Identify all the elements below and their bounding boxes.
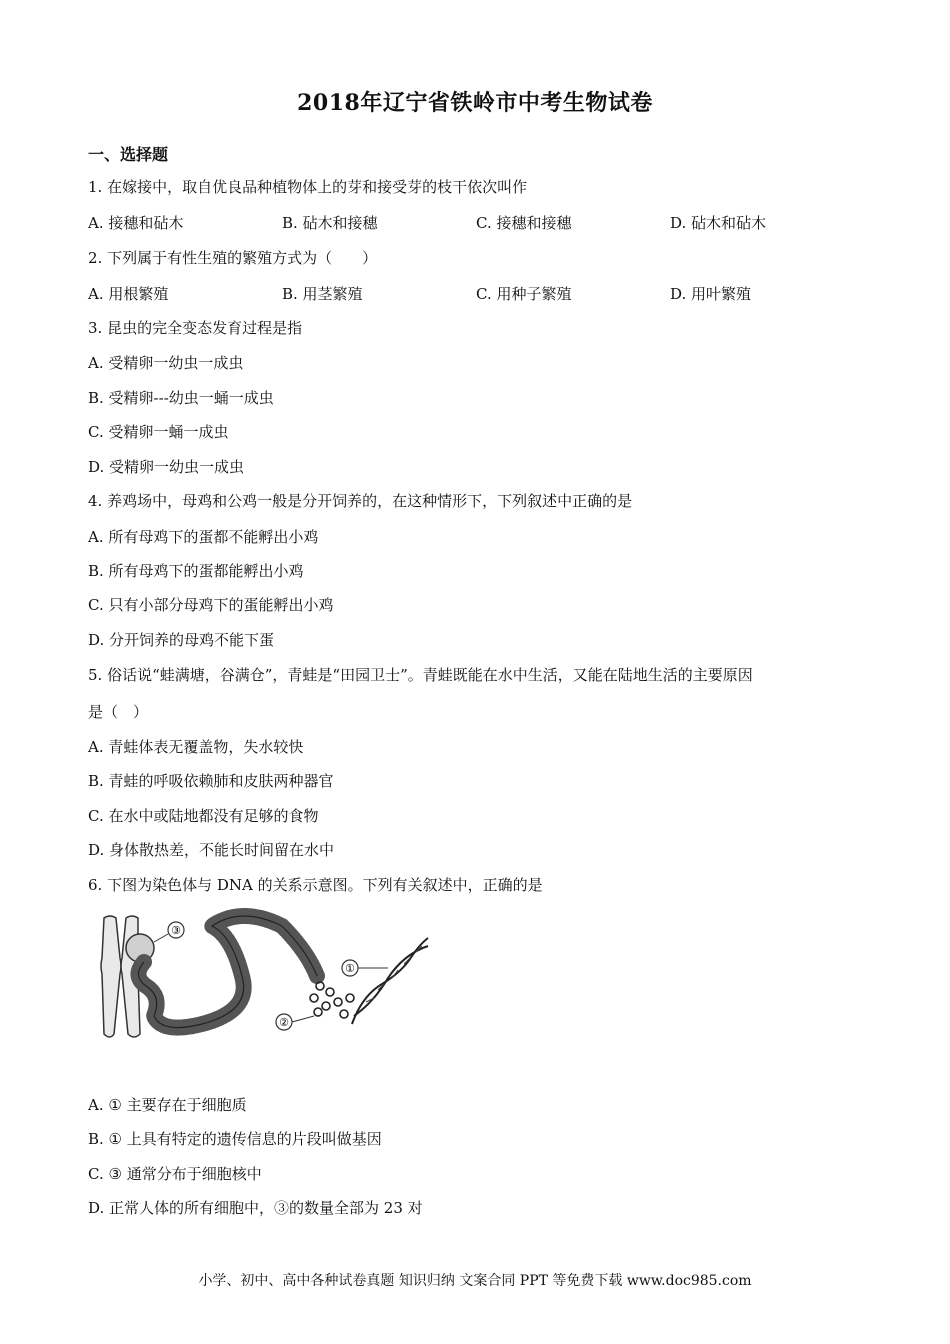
question-1-stem: 1. 在嫁接中，取自优良品种植物体上的芽和接受芽的枝干依次叫作 xyxy=(88,178,528,196)
chromosome-shape xyxy=(101,916,121,1037)
page-title: 2018年辽宁省铁岭市中考生物试卷 xyxy=(297,90,653,116)
question-5-option-d: D. 身体散热差，不能长时间留在水中 xyxy=(88,841,335,859)
figure-label-3: ③ xyxy=(171,924,181,937)
section-heading: 一、选择题 xyxy=(88,145,169,164)
question-2-option-c: C. 用种子繁殖 xyxy=(476,285,572,303)
question-1-option-d: D. 砧木和砧木 xyxy=(670,214,767,232)
question-5-option-a: A. 青蛙体表无覆盖物，失水较快 xyxy=(88,738,304,756)
question-1-option-c: C. 接穗和接穗 xyxy=(476,214,572,232)
question-5-stem-line-2: 是（ ） xyxy=(88,703,149,721)
question-6-option-c: C. ③ 通常分布于细胞核中 xyxy=(88,1165,262,1183)
question-3-option-c: C. 受精卵一蛹一成虫 xyxy=(88,423,229,441)
question-2-option-d: D. 用叶繁殖 xyxy=(670,285,752,303)
figure-label-2: ② xyxy=(279,1016,289,1029)
question-1-option-b: B. 砧木和接穗 xyxy=(282,214,378,232)
question-4-option-a: A. 所有母鸡下的蛋都不能孵出小鸡 xyxy=(88,528,319,546)
question-5-option-c: C. 在水中或陆地都没有足够的食物 xyxy=(88,807,319,825)
question-5-stem-line-1: 5. 俗话说“蛙满塘，谷满仓”，青蛙是“田园卫士”。青蛙既能在水中生活，又能在陆地生活的主要原因 xyxy=(88,666,753,684)
chromosome-dna-diagram xyxy=(92,906,442,1046)
question-6-stem: 6. 下图为染色体与 DNA 的关系示意图。下列有关叙述中，正确的是 xyxy=(88,876,543,894)
question-4-option-b: B. 所有母鸡下的蛋都能孵出小鸡 xyxy=(88,562,304,580)
question-2-stem: 2. 下列属于有性生殖的繁殖方式为（ ） xyxy=(88,249,378,267)
question-6-option-b: B. ① 上具有特定的遗传信息的片段叫做基因 xyxy=(88,1130,382,1148)
coiled-fiber xyxy=(138,916,317,1028)
question-6-option-d: D. 正常人体的所有细胞中，③的数量全部为 23 对 xyxy=(88,1199,423,1217)
question-4-stem: 4. 养鸡场中，母鸡和公鸡一般是分开饲养的，在这种情形下，下列叙述中正确的是 xyxy=(88,492,633,510)
question-4-option-c: C. 只有小部分母鸡下的蛋能孵出小鸡 xyxy=(88,596,334,614)
figure-label-1: ① xyxy=(345,962,355,975)
question-5-option-b: B. 青蛙的呼吸依赖肺和皮肤两种器官 xyxy=(88,772,334,790)
question-2-option-a: A. 用根繁殖 xyxy=(88,285,169,303)
question-1-option-a: A. 接穗和砧木 xyxy=(88,214,184,232)
question-2-option-b: B. 用茎繁殖 xyxy=(282,285,363,303)
question-4-option-d: D. 分开饲养的母鸡不能下蛋 xyxy=(88,631,275,649)
question-3-option-b: B. 受精卵---幼虫一蛹一成虫 xyxy=(88,389,274,407)
nucleosomes xyxy=(310,982,354,1018)
question-3-stem: 3. 昆虫的完全变态发育过程是指 xyxy=(88,319,303,337)
footer-text: 小学、初中、高中各种试卷真题 知识归纳 文案合同 PPT 等免费下载 www.doc985.com xyxy=(198,1273,752,1289)
question-6-option-a: A. ① 主要存在于细胞质 xyxy=(88,1096,247,1114)
question-3-option-a: A. 受精卵一幼虫一成虫 xyxy=(88,354,244,372)
question-3-option-d: D. 受精卵一幼虫一成虫 xyxy=(88,458,245,476)
